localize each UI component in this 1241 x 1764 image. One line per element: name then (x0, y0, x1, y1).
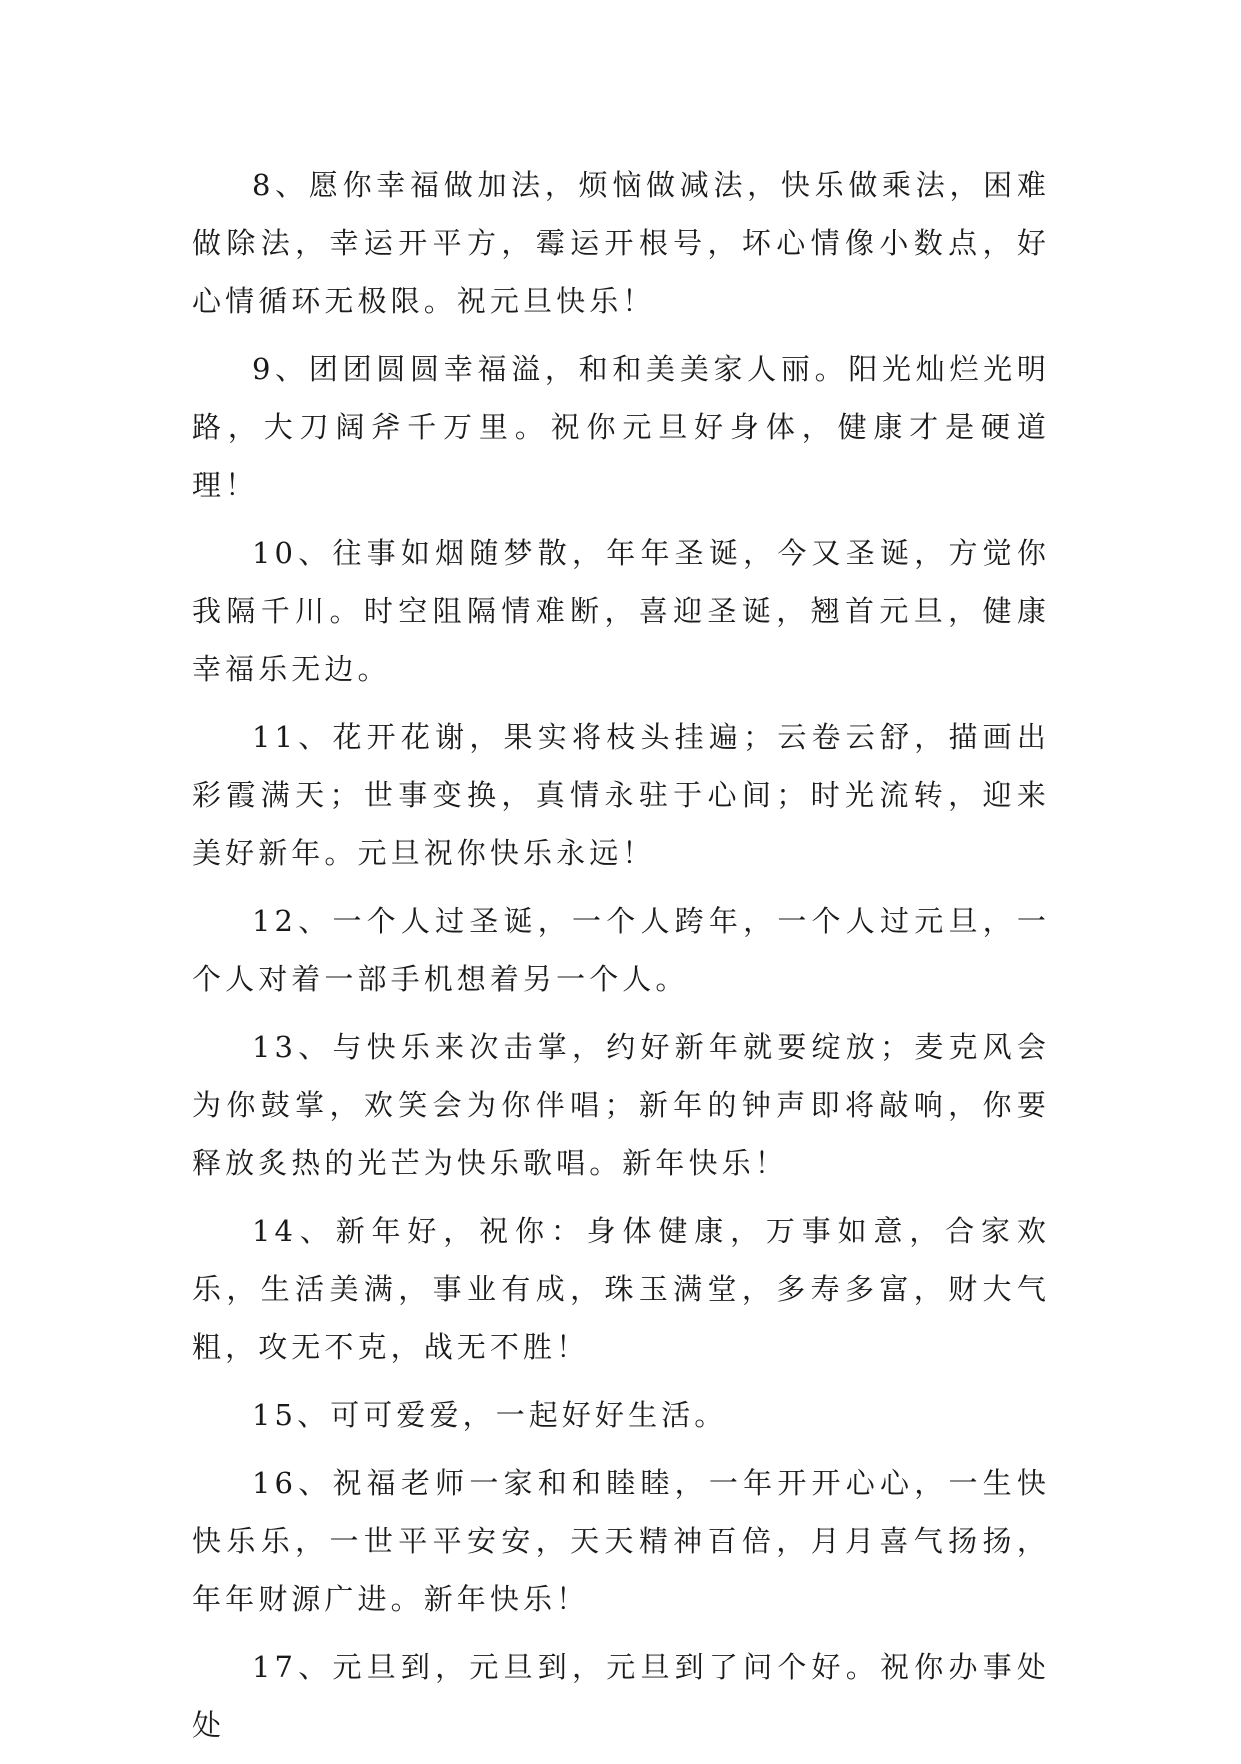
paragraph-13: 13、与快乐来次击掌，约好新年就要绽放；麦克风会为你鼓掌，欢笑会为你伴唱；新年的钟声即将敲响，你要释放炙热的光芒为快乐歌唱。新年快乐！ (192, 1030, 1050, 1180)
paragraph-14: 14、新年好，祝你：身体健康，万事如意，合家欢乐，生活美满，事业有成，珠玉满堂，多寿多富，财大气粗，攻无不克，战无不胜！ (192, 1214, 1050, 1364)
paragraph-10: 10、往事如烟随梦散，年年圣诞，今又圣诞，方觉你我隔千川。时空阻隔情难断，喜迎圣诞，翘首元旦，健康幸福乐无边。 (192, 536, 1050, 686)
paragraph-17: 17、元旦到，元旦到，元旦到了问个好。祝你办事处处 (192, 1650, 1050, 1742)
paragraph-12: 12、一个人过圣诞，一个人跨年，一个人过元旦，一个人对着一部手机想着另一个人。 (192, 904, 1050, 996)
paragraph-9: 9、团团圆圆幸福溢，和和美美家人丽。阳光灿烂光明路，大刀阔斧千万里。祝你元旦好身体，健康才是硬道理！ (192, 352, 1050, 502)
document-body (192, 156, 1050, 1764)
paragraph-11: 11、花开花谢，果实将枝头挂遍；云卷云舒，描画出彩霞满天；世事变换，真情永驻于心间；时光流转，迎来美好新年。元旦祝你快乐永远！ (192, 720, 1050, 870)
paragraph-15: 15、可可爱爱，一起好好生活。 (252, 1398, 728, 1432)
paragraph-8: 8、愿你幸福做加法，烦恼做减法，快乐做乘法，困难做除法，幸运开平方，霉运开根号，坏心情像小数点，好心情循环无极限。祝元旦快乐！ (192, 168, 1050, 318)
paragraph-16: 16、祝福老师一家和和睦睦，一年开开心心，一生快快乐乐，一世平平安安，天天精神百倍，月月喜气扬扬，年年财源广进。新年快乐！ (192, 1466, 1050, 1616)
